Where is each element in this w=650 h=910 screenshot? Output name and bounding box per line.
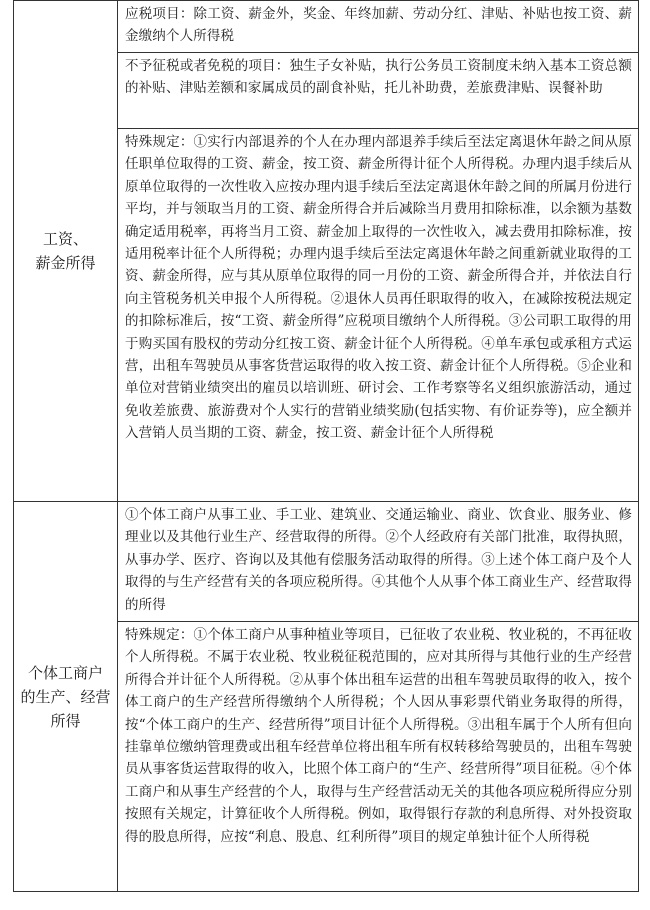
category-cell-wages bbox=[14, 1, 118, 502]
category-label-line: 个体工商户 bbox=[27, 663, 103, 682]
business-items-cell: ①个体工商户从事工业、手工业、建筑业、交通运输业、商业、饮食业、服务业、修理业以及其他行业生产、经营取得的所得。②个人经政府有关部门批准，取得执照，从事办学、医疗、咨询以及其他有偿服务活动取得的所得。③上述个体工商户及个人取得的与生产经营有关的各项应税所得。④其他个人从事个体工商业生产、经营取得的所得 bbox=[118, 502, 639, 622]
business-special-rules-cell: 特殊规定：①个体工商户从事种植业等项目，已征收了农业税、牧业税的，不再征收个人所得税。不属于农业税、牧业税征税范围的，应对其所得与其他行业的生产经营所得合并计征个人所得税。②从事个体出租车运营的出租车驾驶员取得的收入，按个体工商户的生产经营所得缴纳个人所得税；个人因从事彩票代销业务取得的所得，按“个体工商户的生产、经营所得”项目计征个人所得税。③出租车属于个人所有但向挂靠单位缴纳管理费或出租车经营单位将出租车所有权转移给驾驶员的，出租车驾驶员从事客货运营取得的收入，比照个体工商户的“生产、经营所得”项目征税。④个体工商户和从事生产经营的个人，取得与生产经营活动无关的其他各项应税所得应分别按照有关规定，计算征收个人所得税。例如，取得银行存款的利息所得、对外投资取得的股息所得，应按“利息、股息、红利所得”项目的规定单独计征个人所得税 bbox=[118, 622, 639, 892]
category-label-line: 所得 bbox=[50, 711, 81, 730]
exempt-items-cell: 不予征税或者免税的项目：独生子女补贴，执行公务员工资制度未纳入基本工资总额的补贴、津贴差额和家属成员的副食补贴，托儿补助费，差旅费津贴、误餐补助 bbox=[118, 53, 639, 129]
category-label-line: 的生产、经营 bbox=[20, 687, 111, 706]
category-label-line: 工资、 bbox=[42, 230, 88, 248]
category-label-line: 薪金所得 bbox=[35, 254, 96, 272]
taxable-items-cell: 应税项目：除工资、薪金外，奖金、年终加薪、劳动分红、津贴、补贴也按工资、薪金缴纳个人所得税 bbox=[118, 1, 639, 53]
table-row bbox=[14, 502, 639, 622]
category-cell-business bbox=[14, 502, 118, 892]
table-row bbox=[14, 1, 639, 53]
special-rules-cell: 特殊规定：①实行内部退养的个人在办理内部退养手续后至法定离退休年龄之间从原任职单位取得的工资、薪金，按工资、薪金所得计征个人所得税。办理内退手续后从原单位取得的一次性收入应按办理内退手续后至法定离退休年龄之间的所属月份进行平均，并与领取当月的工资、薪金所得合并后减除当月费用扣除标准，以余额为基数确定适用税率，再将当月工资、薪金加上取得的一次性收入，减去费用扣除标准，按适用税率计征个人所得税；办理内退手续后至法定离退休年龄之间重新就业取得的工资、薪金所得，应与其从原单位取得的同一月份的工资、薪金所得合并，并依法自行向主管税务机关申报个人所得税。②退休人员再任职取得的收入，在减除按税法规定的扣除标准后，按“工资、薪金所得”应税项目缴纳个人所得税。③公司职工取得的用于购买国有股权的劳动分红按工资、薪金计征个人所得税。④单车承包或承租方式运营，出租车驾驶员从事客货营运取得的收入按工资、薪金计征个人所得税。⑤企业和单位对营销业绩突出的雇员以培训班、研讨会、工作考察等名义组织旅游活动，通过免收差旅费、旅游费对个人实行的营销业绩奖励(包括实物、有价证券等)，应全额并入营销人员当期的工资、薪金，按工资、薪金计征个人所得税 bbox=[118, 129, 639, 502]
tax-items-table bbox=[13, 0, 639, 892]
tax-table-page bbox=[13, 0, 638, 905]
